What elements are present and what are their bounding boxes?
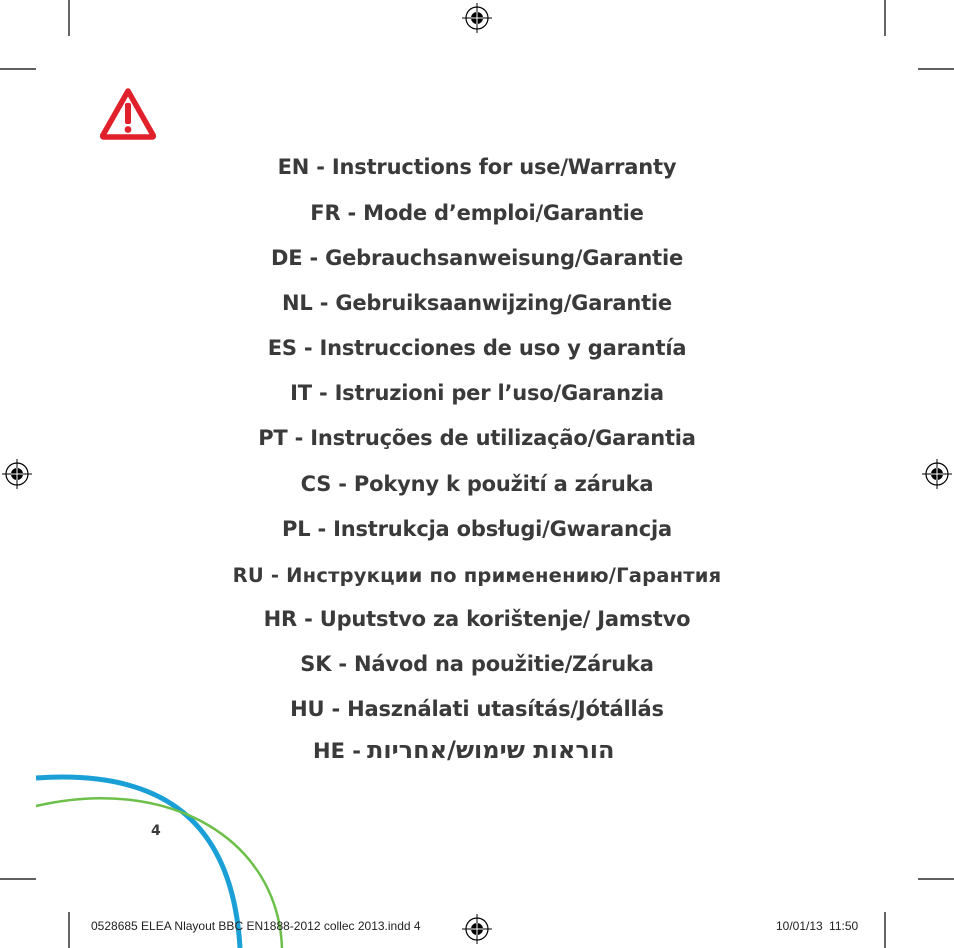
page-number: 4 [151, 823, 161, 839]
language-line-pt: PT - Instruções de utilização/Garantia [258, 426, 696, 450]
print-slug-filename: 0528685 ELEA Nlayout BBC EN1888-2012 collec 2013.indd 4 [91, 919, 421, 933]
language-line-he [313, 736, 615, 764]
language-line-es: ES - Instrucciones de uso y garantía [267, 336, 687, 360]
language-text-he: הוראות שימוש/אחריות [366, 736, 615, 764]
language-line-hu: HU - Használati utasítás/Jótállás [290, 697, 664, 721]
language-line-it: IT - Istruzioni per l’uso/Garanzia [290, 381, 664, 405]
language-line-en: EN - Instructions for use/Warranty [277, 155, 677, 179]
language-line-cs: CS - Pokyny k použití a záruka [300, 472, 654, 496]
language-line-nl: NL - Gebruiksaanwijzing/Garantie [282, 291, 672, 315]
language-line-ru: RU - Инструкции по применению/Гарантия [232, 564, 722, 587]
print-slug-datetime: 10/01/13 11:50 [776, 919, 859, 933]
language-line-sk: SK - Návod na použitie/Záruka [300, 652, 654, 676]
registration-mark-icon [462, 3, 492, 33]
language-line-de: DE - Gebrauchsanweisung/Garantie [270, 246, 684, 270]
warning-triangle-icon [100, 88, 156, 140]
language-line-fr: FR - Mode d’emploi/Garantie [310, 201, 644, 225]
language-line-hr: HR - Uputstvo za korištenje/ Jamstvo [263, 607, 691, 631]
language-line-pl: PL - Instrukcja obsługi/Gwarancja [282, 517, 672, 541]
language-code-he: HE - [313, 739, 361, 763]
registration-mark-icon [462, 914, 492, 944]
